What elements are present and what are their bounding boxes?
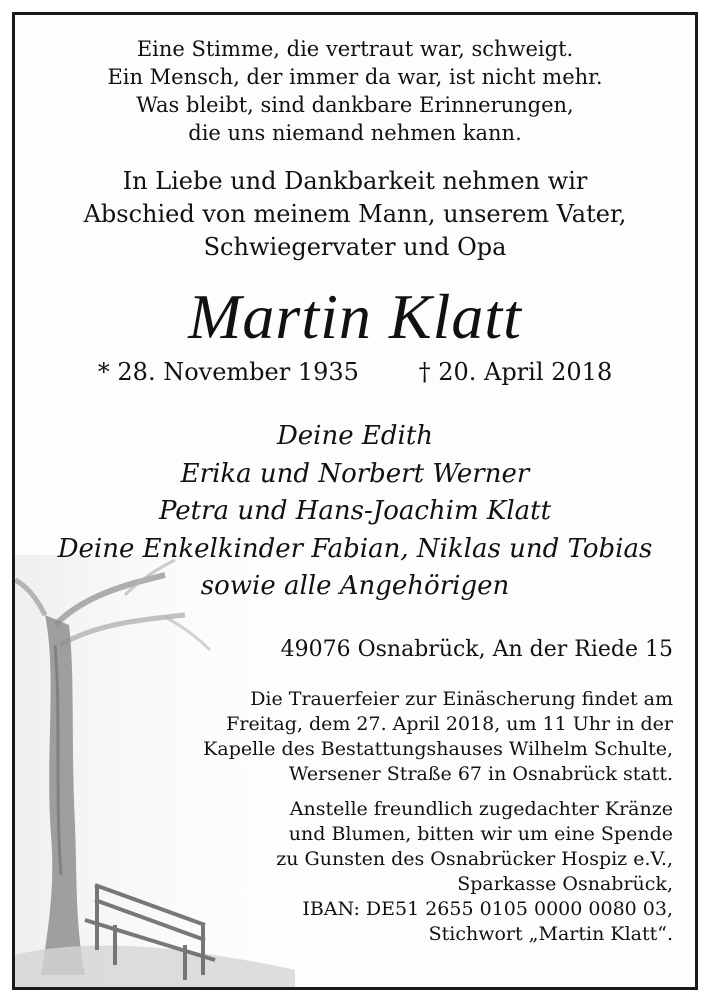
poem [15, 35, 695, 147]
donation-line: zu Gunsten des Osnabrücker Hospiz e.V., [276, 848, 673, 870]
funeral-service-info [203, 687, 673, 787]
mourner-line: Petra und Hans-Joachim Klatt [158, 496, 552, 526]
service-line: Kapelle des Bestattungshauses Wilhelm Schulte, [203, 738, 673, 760]
service-line: Wersener Straße 67 in Osnabrück statt. [288, 763, 673, 785]
mourner-line: Erika und Norbert Werner [180, 458, 530, 489]
donation-line: Sparkasse Osnabrück, [457, 873, 673, 895]
death-date: † 20. April 2018 [418, 358, 613, 386]
mourners-list [15, 418, 695, 606]
intro-line: Schwiegervater und Opa [203, 233, 507, 261]
mourner-line: Deine Enkelkinder Fabian, Niklas und Tobias [57, 533, 653, 564]
intro-line: In Liebe und Dankbarkeit nehmen wir [122, 167, 588, 195]
poem-line: die uns niemand nehmen kann. [188, 121, 522, 145]
poem-line: Was bleibt, sind dankbare Erinnerungen, [136, 93, 574, 117]
donation-line: Stichwort „Martin Klatt“. [428, 923, 673, 945]
deceased-name: Martin Klatt [188, 281, 522, 352]
donation-line: IBAN: DE51 2655 0105 0000 0080 03, [302, 898, 673, 920]
service-line: Freitag, dem 27. April 2018, um 11 Uhr in der [226, 713, 673, 735]
donation-line: Anstelle freundlich zugedachter Kränze [289, 798, 673, 820]
donation-info [276, 797, 673, 947]
obituary-frame [12, 12, 698, 990]
mourner-line: sowie alle Angehörigen [200, 571, 510, 601]
intro-line: Abschied von meinem Mann, unserem Vater, [83, 200, 627, 228]
donation-line: und Blumen, bitten wir um eine Spende [288, 823, 673, 845]
family-address: 49076 Osnabrück, An der Riede 15 [280, 637, 673, 662]
poem-line: Eine Stimme, die vertraut war, schweigt. [136, 37, 574, 61]
birth-date: * 28. November 1935 [97, 358, 359, 386]
service-line: Die Trauerfeier zur Einäscherung findet am [250, 688, 673, 710]
poem-line: Ein Mensch, der immer da war, ist nicht mehr. [107, 65, 603, 89]
life-dates [15, 355, 695, 389]
intro-text [15, 165, 695, 264]
mourner-line: Deine Edith [276, 421, 434, 451]
